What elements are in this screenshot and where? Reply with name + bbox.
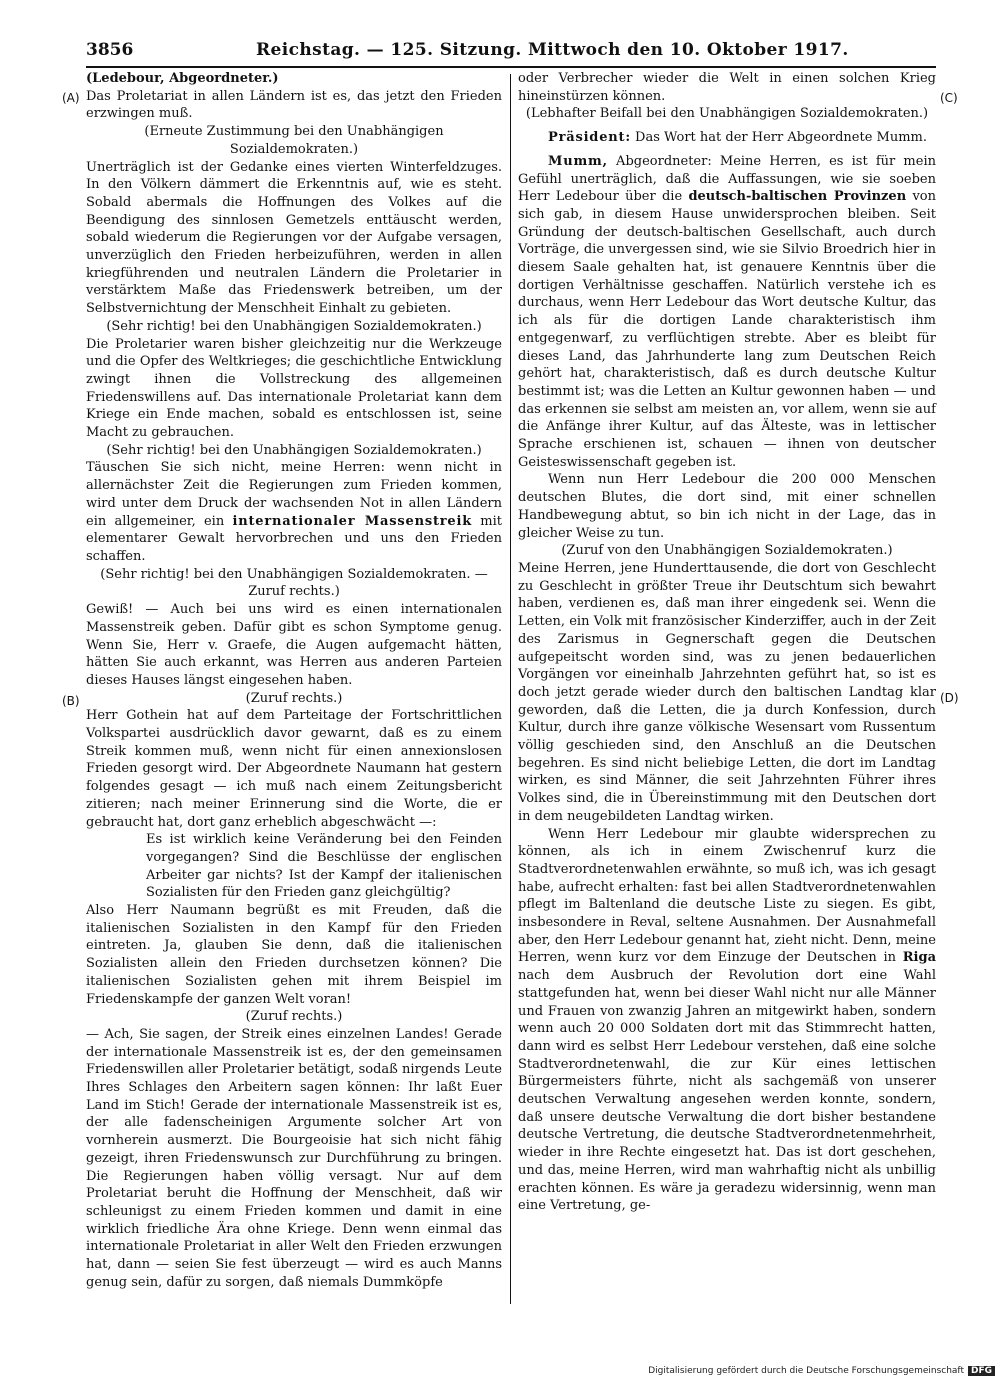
emphasis: deutsch-baltischen Provinzen (688, 189, 907, 205)
stage-direction: (Zuruf rechts.) (245, 690, 343, 706)
page-number: 3856 (86, 40, 134, 60)
emphasis: internationaler Massenstreik (232, 513, 473, 529)
paragraph: Die Proletarier waren bisher gleichzeitig nur die Werkzeuge und die Opfer des Weltkrieges; die geschichtliche Entwicklung zwingt ihnen die Vollstreckung des allgemeinen Friedenswillens auf. Das internationale Proletariat kann dem Kriege ein Ende machen, sobald es entschlossen ist, seine Macht zu gebrauchen. (86, 336, 502, 441)
paragraph: Das Proletariat in allen Ländern ist es, das jetzt den Frieden erzwingen muß. (86, 88, 502, 122)
paragraph: Meine Herren, jene Hunderttausende, die dort von Geschlecht zu Geschlecht in größter Treue ihr Deutschtum sich bewahrt haben, verdienen es, daß man ihrer eingedenk sei. Wenn die Letten, ein Volk mit französischer Kinderziffer, auch in der Zeit des Zarismus in Gegnerschaft gegen die Deutschen aufgepeitscht worden sind, was zu jenen bedauerlichen Vorgängen vor eineinhalb Jahrzehnten geführt hat, so ist es doch jetzt gerade wieder durch den baltischen Landtag klar geworden, daß die Letten, die ja durch Konfession, durch Kultur, durch ihre ganze völkische Wesensart vom Russentum völlig geschieden sind, den Anschluß an die Deutschen begehren. Es sind nicht beliebige Letten, die dort im Landtag wirken, es sind Männer, die seit Jahrzehnten Führer ihres Volkes sind, die in Übereinstimmung mit den Deutschen dort in dem neugebildeten Landtag wirken. (518, 560, 936, 824)
stage-direction: (Zuruf von den Unabhängigen Sozialdemokraten.) (561, 543, 893, 559)
dfg-logo: DFG (968, 1366, 995, 1376)
text-run: Das Wort hat der Herr Abgeordnete Mumm. (630, 130, 928, 146)
text-run: mit elementarer Gewalt hervorbrechen und uns den Frieden schaffen. (86, 513, 502, 564)
text-run: Wenn Herr Ledebour mir glaubte widersprechen zu können, als ich in einem Zwischenruf kurz die Stadtverordnetenwahlen erwähnte, so muß ich, was ich gesagt habe, aufrecht erhalten: fast bei allen Stadtverordnetenwahlen pflegt im Baltenland die deutsche Liste zu siegen. Es gibt, insbesondere in Reval, seltene Ausnahmen. Der Ausnahmefall aber, den Herr Ledebour genannt hat, zieht nicht. Denn, meine Herren, wenn kurz vor dem Einzuge der Deutschen in (518, 826, 936, 966)
paragraph: Unerträglich ist der Gedanke eines vierten Winterfeldzuges. In den Völkern dämmert die Erkenntnis auf, wie es steht. Sobald abermals die Hoffnungen des Volkes auf die Beendigung des sinnlosen Gemetzels enttäuscht werden, sobald wiederum die Regierungen vor der Aufgabe versagen, unverzüglich den Frieden herbeizuführen, werden in allen kriegführenden und neutralen Ländern die Proletarier in verstärktem Maße das Friedenswerk betreiben, um der Selbstvernichtung der Menschheit Einhalt zu gebieten. (86, 159, 502, 317)
footer-credit (640, 1366, 995, 1376)
text-run: Abgeordneter: Meine Herren, es ist für mein Gefühl unerträglich, daß die Auffassungen, wie sie soeben Herr Ledebour über die (518, 153, 936, 205)
speaker-reference: (Ledebour, Abgeordneter.) (86, 71, 279, 86)
paragraph (518, 153, 936, 472)
speaker-name: Präsident: (548, 130, 631, 146)
text-run: nach dem Ausbruch der Revolution dort eine Wahl stattgefunden hat, wenn bei dieser Wahl nicht nur alle Männer und Frauen von zwanzig Jahren an mitgewirkt haben, sondern wenn auch 20 000 Soldaten dort mit das Stimmrecht hatten, dann wird es selbst Herr Ledebour verstehen, daß eine solche Stadtverordnetenwahl, die zur Kür eines lettischen Bürgermeisters führte, nicht als sachgemäß von unserer deutschen Verwaltung angesehen werden konnte, sondern, daß unsere deutsche Verwaltung die dort bisher bestandene deutsche Vertretung, die deutsche Stadtverordnetenmehrheit, wieder in ihre Rechte eingesetzt hat. Das ist dort geschehen, und das, meine Herren, wird man wahrhaftig nicht als unbillig erachten können. Es wäre ja geradezu widersinnig, wenn man eine Vertretung, ge- (518, 968, 936, 1214)
paragraph (86, 459, 502, 565)
stage-direction: (Sehr richtig! bei den Unabhängigen Sozialdemokraten.) (106, 318, 482, 334)
paragraph: — Ach, Sie sagen, der Streik eines einzelnen Landes! Gerade der internationale Massenstreik ist es, der den gemeinsamen Friedenswillen aller Proletarier betätigt, sodaß nirgends Leute Ihres Schlages den Arbeitern sagen können: Ihr laßt Euer Land im Stich! Gerade der internationale Massenstreik ist es, der alle fadenscheinigen Argumente solcher Art von vornherein ausmerzt. Die Bourgeoisie hat sich nicht fähig gezeigt, ihren Friedenswunsch zur Durchführung zu bringen. Die Regierungen haben völlig versagt. Nur auf dem Proletariat beruht die Hoffnung der Menschheit, daß wir schleunigst zu einem Frieden kommen und damit in eine wirklich friedliche Ära ohne Kriege. Denn wenn einmal das internationale Proletariat in aller Welt den Frieden erzwungen hat, dann — seien Sie fest überzeugt — wird es auch Manns genug sein, dafür zu sorgen, daß niemals Dummköpfe (86, 1026, 502, 1290)
paragraph: Wenn nun Herr Ledebour die 200 000 Menschen deutschen Blutes, die dort sind, mit einer schnellen Handbewegung abtut, so bin ich nicht in der Lage, das in gleicher Weise zu tun. (518, 472, 936, 541)
text-run: von sich gab, in diesem Hause unwidersprochen bleiben. Seit Gründung der deutsch-baltischen Gesellschaft, auch durch Vorträge, die unvergessen sind, wie sie Silvio Broedrich hier in diesem Saale gehalten hat, ist genauere Kenntnis über die dortigen Verhältnisse geschaffen. Natürlich verstehe ich es durchaus, wenn Herr Ledebour das Wort deutsche Kultur, das ich als für die dortigen Lande charakteristisch ihm entgegenwarf, zu verflüchtigen strebte. Aber es bleibt für dieses Land, das Jahrhunderte lang zum Deutschen Reich gehört hat, charakteristisch, daß es durch deutsche Kultur bestimmt ist; was die Letten an Kultur gewonnen haben — und das erkennen sie selbst am meisten an, vor allem, wenn sie auf die Anfänge ihrer Kultur, auf das Älteste, was in lettischer Sprache erschienen ist, schauen — ihnen von deutscher Geisteswissenschaft gegeben ist. (518, 189, 936, 470)
right-column (518, 70, 936, 1215)
margin-mark-b: (B) (62, 694, 80, 708)
paragraph (518, 826, 936, 1215)
block-quote: Es ist wirklich keine Veränderung bei den Feinden vorgegangen? Sind die Beschlüsse der englischen Arbeiter gar nichts? Ist der Kampf der italienischen Sozialisten für den Frieden ganz gleichgültig? (146, 832, 502, 901)
stage-direction: (Lebhafter Beifall bei den Unabhängigen Sozialdemokraten.) (525, 106, 929, 122)
stage-direction: (Erneute Zustimmung bei den Unabhängigen Sozialdemokraten.) (144, 124, 444, 157)
column-divider (510, 74, 511, 1304)
left-column (86, 70, 502, 1292)
running-title: Reichstag. — 125. Sitzung. Mittwoch den 10. Oktober 1917. (256, 40, 849, 60)
paragraph: oder Verbrecher wieder die Welt in einen solchen Krieg hineinstürzen können. (518, 71, 936, 104)
paragraph: Also Herr Naumann begrüßt es mit Freuden, daß die italienischen Sozialisten in den Kampf für den Frieden eintreten. Ja, glauben Sie denn, daß die italienischen Sozialisten allein den Frieden durchsetzen können? Die italienischen Sozialisten gehen mit ihrem Beispiel im Friedenskampfe der ganzen Welt voran! (86, 903, 502, 1007)
stage-direction: (Sehr richtig! bei den Unabhängigen Sozialdemokraten. — Zuruf rechts.) (100, 566, 488, 600)
paragraph (518, 129, 936, 147)
footer-text: Digitalisierung gefördert durch die Deutsche Forschungsgemeinschaft (648, 1366, 964, 1376)
stage-direction: (Sehr richtig! bei den Unabhängigen Sozialdemokraten.) (106, 442, 482, 458)
speaker-name: Mumm, (548, 153, 608, 169)
margin-mark-c: (C) (940, 91, 958, 105)
emphasis: Riga (902, 950, 936, 966)
stage-direction: (Zuruf rechts.) (245, 1009, 343, 1025)
header-rule (86, 66, 936, 68)
paragraph: Gewiß! — Auch bei uns wird es einen internationalen Massenstreik geben. Dafür gibt es schon Symptome genug. Wenn Sie, Herr v. Graefe, die Augen aufgemacht hätten, hätten Sie auch erkannt, was Herren aus anderen Parteien dieses Hauses längst eingesehen haben. (86, 602, 502, 688)
page-header (86, 38, 936, 64)
paragraph: Herr Gothein hat auf dem Parteitage der Fortschrittlichen Volkspartei ausdrücklich davor gewarnt, daß es zu einem Streik kommen muß, wenn nicht für einen annexionslosen Frieden gesorgt wird. Der Abgeordnete Naumann hat gestern folgendes gesagt — ich muß nach einem Zeitungsbericht zitieren; nach meiner Erinnerung sind die Worte, die er gebraucht hat, dort ganz erheblich abgeschwächt —: (86, 708, 502, 830)
margin-mark-a: (A) (62, 91, 80, 105)
text-run: Täuschen Sie sich nicht, meine Herren: wenn nicht in allernächster Zeit die Regierungen zum Frieden kommen, wird unter dem Druck der wachsenden Not in allen Ländern ein allgemeiner, ein (86, 460, 502, 529)
margin-mark-d: (D) (940, 691, 959, 705)
